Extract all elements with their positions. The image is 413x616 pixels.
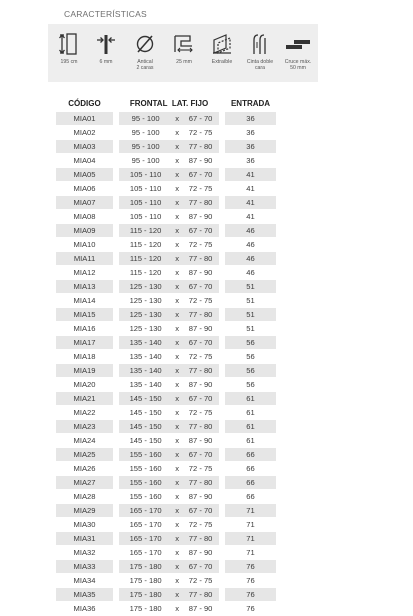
- cell-x: x: [172, 280, 182, 294]
- cell-entrada: 66: [225, 448, 276, 462]
- table-row: [56, 406, 276, 420]
- table-row: [56, 154, 276, 168]
- cell-entrada: 71: [225, 504, 276, 518]
- cell-lat-fijo: 72 - 75: [182, 182, 219, 196]
- cell-entrada: 76: [225, 602, 276, 616]
- table-row: [56, 210, 276, 224]
- cell-frontal: 135 - 140: [119, 336, 172, 350]
- cell-entrada: 56: [225, 350, 276, 364]
- cell-code: MIA01: [56, 112, 113, 126]
- cell-lat-fijo: 67 - 70: [182, 504, 219, 518]
- cell-lat-fijo: 87 - 90: [182, 322, 219, 336]
- cell-code: MIA12: [56, 266, 113, 280]
- cell-x: x: [172, 546, 182, 560]
- cell-x: x: [172, 364, 182, 378]
- cell-x: x: [172, 224, 182, 238]
- cell-lat-fijo: 72 - 75: [182, 406, 219, 420]
- cell-frontal: 125 - 130: [119, 280, 172, 294]
- cell-lat-fijo: 87 - 90: [182, 378, 219, 392]
- table-body: [56, 112, 276, 616]
- cell-x: x: [172, 504, 182, 518]
- cell-lat-fijo: 67 - 70: [182, 560, 219, 574]
- cell-frontal: 95 - 100: [119, 112, 172, 126]
- cell-code: MIA03: [56, 140, 113, 154]
- cell-entrada: 71: [225, 518, 276, 532]
- profile-icon: [172, 32, 196, 56]
- cell-frontal: 135 - 140: [119, 350, 172, 364]
- cell-entrada: 66: [225, 490, 276, 504]
- feature-tape: [242, 24, 278, 71]
- cell-code: MIA11: [56, 252, 113, 266]
- table-row: [56, 518, 276, 532]
- cell-code: MIA18: [56, 350, 113, 364]
- feature-label: 25 mm: [176, 59, 192, 65]
- cell-lat-fijo: 77 - 80: [182, 420, 219, 434]
- cell-entrada: 66: [225, 476, 276, 490]
- table-row: [56, 238, 276, 252]
- cell-entrada: 66: [225, 462, 276, 476]
- max-crossing-icon: [285, 32, 311, 56]
- cell-entrada: 76: [225, 588, 276, 602]
- table-row: [56, 560, 276, 574]
- cell-x: x: [172, 112, 182, 126]
- table-row: [56, 126, 276, 140]
- cell-x: x: [172, 336, 182, 350]
- cell-x: x: [172, 392, 182, 406]
- cell-code: MIA33: [56, 560, 113, 574]
- cell-x: x: [172, 168, 182, 182]
- cell-code: MIA05: [56, 168, 113, 182]
- cell-entrada: 71: [225, 546, 276, 560]
- cell-x: x: [172, 406, 182, 420]
- cell-entrada: 56: [225, 378, 276, 392]
- cell-lat-fijo: 77 - 80: [182, 196, 219, 210]
- cell-x: x: [172, 182, 182, 196]
- cell-code: MIA36: [56, 602, 113, 616]
- table-row: [56, 280, 276, 294]
- cell-entrada: 51: [225, 308, 276, 322]
- cell-entrada: 61: [225, 420, 276, 434]
- glass-thickness-icon: [94, 32, 118, 56]
- cell-frontal: 155 - 160: [119, 490, 172, 504]
- cell-lat-fijo: 72 - 75: [182, 350, 219, 364]
- cell-code: MIA29: [56, 504, 113, 518]
- cell-x: x: [172, 378, 182, 392]
- table-row: [56, 546, 276, 560]
- cell-lat-fijo: 77 - 80: [182, 364, 219, 378]
- cell-code: MIA31: [56, 532, 113, 546]
- table-row: [56, 294, 276, 308]
- cell-code: MIA35: [56, 588, 113, 602]
- cell-frontal: 115 - 120: [119, 266, 172, 280]
- header-front-lat: [119, 94, 219, 112]
- cell-frontal: 155 - 160: [119, 462, 172, 476]
- table-row: [56, 588, 276, 602]
- cell-lat-fijo: 77 - 80: [182, 532, 219, 546]
- cell-lat-fijo: 72 - 75: [182, 462, 219, 476]
- table-row: [56, 364, 276, 378]
- cell-entrada: 36: [225, 154, 276, 168]
- cell-frontal: 175 - 180: [119, 560, 172, 574]
- cell-lat-fijo: 77 - 80: [182, 140, 219, 154]
- cell-entrada: 46: [225, 238, 276, 252]
- cell-x: x: [172, 266, 182, 280]
- cell-x: x: [172, 476, 182, 490]
- table-row: [56, 448, 276, 462]
- cell-frontal: 125 - 130: [119, 322, 172, 336]
- cell-entrada: 36: [225, 126, 276, 140]
- cell-frontal: 165 - 170: [119, 504, 172, 518]
- table-header-row: [56, 94, 276, 112]
- cell-lat-fijo: 67 - 70: [182, 224, 219, 238]
- cell-code: MIA16: [56, 322, 113, 336]
- cell-lat-fijo: 77 - 80: [182, 588, 219, 602]
- cell-code: MIA30: [56, 518, 113, 532]
- cell-code: MIA34: [56, 574, 113, 588]
- cell-lat-fijo: 87 - 90: [182, 602, 219, 616]
- feature-label: 6 mm: [99, 59, 113, 65]
- cell-x: x: [172, 434, 182, 448]
- table-row: [56, 182, 276, 196]
- cell-code: MIA21: [56, 392, 113, 406]
- feature-label: Antical 2 caras: [136, 59, 154, 71]
- features-panel: [48, 24, 318, 82]
- cell-code: MIA04: [56, 154, 113, 168]
- cell-x: x: [172, 210, 182, 224]
- cell-x: x: [172, 350, 182, 364]
- cell-code: MIA25: [56, 448, 113, 462]
- table-row: [56, 266, 276, 280]
- cell-lat-fijo: 77 - 80: [182, 252, 219, 266]
- cell-x: x: [172, 126, 182, 140]
- feature-extendable: [204, 24, 240, 65]
- feature-thickness: [88, 24, 124, 65]
- table-row: [56, 476, 276, 490]
- feature-height: [51, 24, 87, 65]
- cell-x: x: [172, 322, 182, 336]
- cell-entrada: 51: [225, 294, 276, 308]
- cell-entrada: 71: [225, 532, 276, 546]
- cell-frontal: 175 - 180: [119, 588, 172, 602]
- cell-lat-fijo: 67 - 70: [182, 392, 219, 406]
- cell-frontal: 155 - 160: [119, 448, 172, 462]
- cell-entrada: 56: [225, 364, 276, 378]
- table-row: [56, 420, 276, 434]
- cell-lat-fijo: 67 - 70: [182, 336, 219, 350]
- cell-frontal: 165 - 170: [119, 546, 172, 560]
- cell-entrada: 41: [225, 196, 276, 210]
- cell-code: MIA13: [56, 280, 113, 294]
- cell-frontal: 155 - 160: [119, 476, 172, 490]
- height-arrow-icon: [57, 32, 81, 56]
- cell-frontal: 165 - 170: [119, 518, 172, 532]
- cell-code: MIA27: [56, 476, 113, 490]
- cell-frontal: 145 - 150: [119, 420, 172, 434]
- cell-code: MIA08: [56, 210, 113, 224]
- cell-entrada: 51: [225, 280, 276, 294]
- cell-code: MIA14: [56, 294, 113, 308]
- cell-frontal: 165 - 170: [119, 532, 172, 546]
- table-row: [56, 224, 276, 238]
- cell-code: MIA22: [56, 406, 113, 420]
- header-lat: LAT. FIJO: [171, 98, 209, 108]
- cell-lat-fijo: 67 - 70: [182, 112, 219, 126]
- cell-entrada: 61: [225, 406, 276, 420]
- cell-code: MIA24: [56, 434, 113, 448]
- cell-lat-fijo: 87 - 90: [182, 434, 219, 448]
- cell-code: MIA19: [56, 364, 113, 378]
- table-row: [56, 336, 276, 350]
- cell-lat-fijo: 72 - 75: [182, 294, 219, 308]
- cell-x: x: [172, 252, 182, 266]
- cell-x: x: [172, 308, 182, 322]
- cell-x: x: [172, 518, 182, 532]
- cell-code: MIA15: [56, 308, 113, 322]
- cell-x: x: [172, 420, 182, 434]
- cell-code: MIA20: [56, 378, 113, 392]
- cell-x: x: [172, 490, 182, 504]
- cell-code: MIA32: [56, 546, 113, 560]
- feature-label: Extraíble: [211, 59, 233, 65]
- cell-lat-fijo: 87 - 90: [182, 266, 219, 280]
- cell-frontal: 105 - 110: [119, 210, 172, 224]
- header-entry: ENTRADA: [230, 98, 271, 108]
- table-row: [56, 168, 276, 182]
- cell-frontal: 175 - 180: [119, 602, 172, 616]
- cell-lat-fijo: 67 - 70: [182, 280, 219, 294]
- cell-code: MIA26: [56, 462, 113, 476]
- cell-x: x: [172, 532, 182, 546]
- cell-entrada: 41: [225, 210, 276, 224]
- cell-lat-fijo: 72 - 75: [182, 518, 219, 532]
- cell-x: x: [172, 238, 182, 252]
- cell-lat-fijo: 87 - 90: [182, 546, 219, 560]
- feature-anticalc: [127, 24, 163, 71]
- cell-frontal: 175 - 180: [119, 574, 172, 588]
- cell-entrada: 51: [225, 322, 276, 336]
- table-row: [56, 490, 276, 504]
- cell-frontal: 115 - 120: [119, 224, 172, 238]
- cell-lat-fijo: 87 - 90: [182, 154, 219, 168]
- table-row: [56, 392, 276, 406]
- cell-lat-fijo: 72 - 75: [182, 238, 219, 252]
- cell-frontal: 95 - 100: [119, 154, 172, 168]
- cell-frontal: 95 - 100: [119, 126, 172, 140]
- cell-x: x: [172, 602, 182, 616]
- cell-code: MIA10: [56, 238, 113, 252]
- cell-frontal: 125 - 130: [119, 308, 172, 322]
- table-row: [56, 434, 276, 448]
- table-row: [56, 504, 276, 518]
- table-row: [56, 196, 276, 210]
- feature-profile: [166, 24, 202, 65]
- cell-entrada: 36: [225, 140, 276, 154]
- cell-frontal: 95 - 100: [119, 140, 172, 154]
- cell-entrada: 61: [225, 434, 276, 448]
- table-row: [56, 350, 276, 364]
- cell-code: MIA28: [56, 490, 113, 504]
- cell-code: MIA02: [56, 126, 113, 140]
- cell-frontal: 145 - 150: [119, 434, 172, 448]
- cell-x: x: [172, 574, 182, 588]
- cell-entrada: 61: [225, 392, 276, 406]
- cell-entrada: 76: [225, 560, 276, 574]
- cell-entrada: 76: [225, 574, 276, 588]
- cell-lat-fijo: 72 - 75: [182, 574, 219, 588]
- header-code: CÓDIGO: [68, 98, 101, 108]
- cell-frontal: 115 - 120: [119, 252, 172, 266]
- table-row: [56, 140, 276, 154]
- cell-entrada: 46: [225, 252, 276, 266]
- cell-x: x: [172, 462, 182, 476]
- table-row: [56, 532, 276, 546]
- cell-x: x: [172, 588, 182, 602]
- table-row: [56, 252, 276, 266]
- table-row: [56, 574, 276, 588]
- table-row: [56, 462, 276, 476]
- cell-x: x: [172, 196, 182, 210]
- cell-entrada: 41: [225, 168, 276, 182]
- cell-frontal: 145 - 150: [119, 406, 172, 420]
- feature-crossing: [280, 24, 316, 71]
- cell-x: x: [172, 154, 182, 168]
- cell-x: x: [172, 294, 182, 308]
- cell-frontal: 135 - 140: [119, 378, 172, 392]
- cell-x: x: [172, 448, 182, 462]
- table-row: [56, 378, 276, 392]
- cell-code: MIA09: [56, 224, 113, 238]
- cell-code: MIA17: [56, 336, 113, 350]
- cell-frontal: 105 - 110: [119, 196, 172, 210]
- cell-lat-fijo: 67 - 70: [182, 168, 219, 182]
- size-table: [56, 94, 276, 616]
- cell-frontal: 135 - 140: [119, 364, 172, 378]
- cell-code: MIA06: [56, 182, 113, 196]
- cell-lat-fijo: 77 - 80: [182, 476, 219, 490]
- cell-x: x: [172, 140, 182, 154]
- cell-entrada: 41: [225, 182, 276, 196]
- cell-lat-fijo: 87 - 90: [182, 490, 219, 504]
- feature-label: 195 cm: [60, 59, 78, 65]
- cell-entrada: 56: [225, 336, 276, 350]
- cell-entrada: 36: [225, 112, 276, 126]
- table-row: [56, 602, 276, 616]
- extendable-icon: [210, 32, 234, 56]
- cell-frontal: 125 - 130: [119, 294, 172, 308]
- cell-lat-fijo: 77 - 80: [182, 308, 219, 322]
- cell-frontal: 105 - 110: [119, 182, 172, 196]
- cell-code: MIA07: [56, 196, 113, 210]
- cell-lat-fijo: 72 - 75: [182, 126, 219, 140]
- cell-frontal: 105 - 110: [119, 168, 172, 182]
- header-front: FRONTAL: [129, 98, 168, 108]
- table-row: [56, 308, 276, 322]
- double-sided-tape-icon: [248, 32, 272, 56]
- feature-label: Cruce máx. 50 mm: [284, 59, 312, 71]
- cell-frontal: 145 - 150: [119, 392, 172, 406]
- table-row: [56, 322, 276, 336]
- cell-entrada: 46: [225, 224, 276, 238]
- table-row: [56, 112, 276, 126]
- cell-x: x: [172, 560, 182, 574]
- cell-code: MIA23: [56, 420, 113, 434]
- cell-frontal: 115 - 120: [119, 238, 172, 252]
- cell-lat-fijo: 87 - 90: [182, 210, 219, 224]
- cell-entrada: 46: [225, 266, 276, 280]
- anti-limescale-icon: [133, 32, 157, 56]
- cell-lat-fijo: 67 - 70: [182, 448, 219, 462]
- section-title: CARACTERÍSTICAS: [64, 9, 147, 19]
- feature-label: Cinta doble cara: [246, 59, 274, 71]
